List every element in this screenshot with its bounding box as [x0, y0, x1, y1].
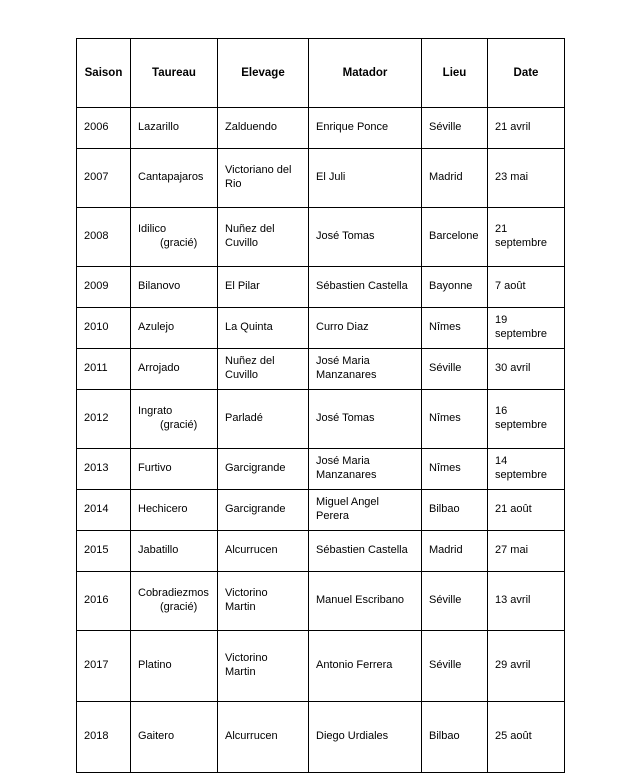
taureau-name: Gaitero	[138, 730, 175, 743]
taureau-name: Lazarillo	[138, 121, 179, 134]
cell-saison: 2012	[77, 390, 131, 449]
column-header-lieu: Lieu	[422, 39, 488, 108]
cell-taureau	[131, 702, 218, 773]
toros-indultados-table	[76, 38, 565, 773]
cell-saison: 2017	[77, 631, 131, 702]
table-row	[77, 267, 565, 308]
cell-elevage: La Quinta	[218, 308, 309, 349]
taureau-note: (gracié)	[160, 601, 198, 613]
cell-date: 13 avril	[488, 572, 565, 631]
cell-elevage: Garcigrande	[218, 490, 309, 531]
cell-matador: José Maria Manzanares	[309, 349, 422, 390]
taureau-note: (gracié)	[160, 419, 198, 431]
cell-matador: Diego Urdiales	[309, 702, 422, 773]
table-header-row	[77, 39, 565, 108]
cell-lieu: Nîmes	[422, 449, 488, 490]
cell-date: 14 septembre	[488, 449, 565, 490]
cell-saison: 2008	[77, 208, 131, 267]
table-row	[77, 702, 565, 773]
cell-date: 30 avril	[488, 349, 565, 390]
cell-elevage: Victorino Martin	[218, 631, 309, 702]
taureau-name: Ingrato	[138, 405, 173, 418]
cell-taureau	[131, 267, 218, 308]
table-header	[77, 39, 565, 108]
cell-saison: 2016	[77, 572, 131, 631]
cell-lieu: Madrid	[422, 149, 488, 208]
cell-taureau	[131, 108, 218, 149]
cell-elevage: Alcurrucen	[218, 531, 309, 572]
table-row	[77, 490, 565, 531]
taureau-name: Arrojado	[138, 362, 180, 375]
cell-date: 25 août	[488, 702, 565, 773]
cell-matador: El Juli	[309, 149, 422, 208]
table-row	[77, 572, 565, 631]
cell-matador: Curro Diaz	[309, 308, 422, 349]
cell-taureau	[131, 349, 218, 390]
table-row	[77, 149, 565, 208]
cell-lieu: Séville	[422, 572, 488, 631]
cell-taureau	[131, 390, 218, 449]
column-header-elevage: Elevage	[218, 39, 309, 108]
column-header-saison: Saison	[77, 39, 131, 108]
table-row	[77, 631, 565, 702]
table-row	[77, 449, 565, 490]
cell-taureau	[131, 308, 218, 349]
cell-lieu: Nîmes	[422, 390, 488, 449]
cell-date: 29 avril	[488, 631, 565, 702]
taureau-name: Jabatillo	[138, 544, 179, 557]
cell-lieu: Bilbao	[422, 490, 488, 531]
cell-date: 7 août	[488, 267, 565, 308]
taureau-name: Cantapajaros	[138, 171, 204, 184]
cell-elevage: Victorino Martin	[218, 572, 309, 631]
cell-date: 23 mai	[488, 149, 565, 208]
cell-matador: Sébastien Castella	[309, 531, 422, 572]
cell-lieu: Séville	[422, 631, 488, 702]
cell-taureau	[131, 631, 218, 702]
table-row	[77, 390, 565, 449]
cell-elevage: El Pilar	[218, 267, 309, 308]
cell-matador: José Tomas	[309, 208, 422, 267]
column-header-matador: Matador	[309, 39, 422, 108]
cell-saison: 2015	[77, 531, 131, 572]
cell-saison: 2014	[77, 490, 131, 531]
cell-date: 21 septembre	[488, 208, 565, 267]
cell-matador: Manuel Escribano	[309, 572, 422, 631]
cell-lieu: Barcelone	[422, 208, 488, 267]
cell-elevage: Nuñez del Cuvillo	[218, 208, 309, 267]
cell-date: 27 mai	[488, 531, 565, 572]
cell-elevage: Alcurrucen	[218, 702, 309, 773]
taureau-note: (gracié)	[160, 237, 198, 249]
cell-elevage: Nuñez del Cuvillo	[218, 349, 309, 390]
column-header-taureau: Taureau	[131, 39, 218, 108]
taureau-name: Furtivo	[138, 462, 172, 475]
cell-date: 21 août	[488, 490, 565, 531]
cell-lieu: Bilbao	[422, 702, 488, 773]
cell-matador: Enrique Ponce	[309, 108, 422, 149]
cell-taureau	[131, 208, 218, 267]
taureau-name: Cobradiezmos	[138, 587, 209, 600]
taureau-name: Azulejo	[138, 321, 175, 334]
cell-elevage: Zalduendo	[218, 108, 309, 149]
cell-saison: 2011	[77, 349, 131, 390]
taureau-name: Platino	[138, 659, 172, 672]
cell-elevage: Garcigrande	[218, 449, 309, 490]
taureau-name: Hechicero	[138, 503, 188, 516]
table-body	[77, 108, 565, 773]
cell-saison: 2013	[77, 449, 131, 490]
cell-saison: 2018	[77, 702, 131, 773]
cell-date: 21 avril	[488, 108, 565, 149]
cell-saison: 2007	[77, 149, 131, 208]
cell-lieu: Séville	[422, 349, 488, 390]
document-page	[76, 38, 564, 773]
cell-taureau	[131, 531, 218, 572]
cell-taureau	[131, 490, 218, 531]
table-row	[77, 208, 565, 267]
cell-lieu: Madrid	[422, 531, 488, 572]
cell-matador: José Tomas	[309, 390, 422, 449]
cell-taureau	[131, 149, 218, 208]
cell-matador: Miguel Angel Perera	[309, 490, 422, 531]
table-row	[77, 349, 565, 390]
cell-matador: Sébastien Castella	[309, 267, 422, 308]
cell-elevage: Parladé	[218, 390, 309, 449]
taureau-name: Idilico	[138, 223, 167, 236]
table-row	[77, 108, 565, 149]
cell-date: 19 septembre	[488, 308, 565, 349]
cell-matador: José Maria Manzanares	[309, 449, 422, 490]
cell-matador: Antonio Ferrera	[309, 631, 422, 702]
cell-saison: 2010	[77, 308, 131, 349]
column-header-date: Date	[488, 39, 565, 108]
cell-taureau	[131, 572, 218, 631]
cell-date: 16 septembre	[488, 390, 565, 449]
taureau-name: Bilanovo	[138, 280, 181, 293]
cell-saison: 2009	[77, 267, 131, 308]
table-row	[77, 308, 565, 349]
cell-lieu: Bayonne	[422, 267, 488, 308]
cell-lieu: Nîmes	[422, 308, 488, 349]
cell-saison: 2006	[77, 108, 131, 149]
cell-taureau	[131, 449, 218, 490]
cell-lieu: Séville	[422, 108, 488, 149]
cell-elevage: Victoriano del Rio	[218, 149, 309, 208]
table-row	[77, 531, 565, 572]
